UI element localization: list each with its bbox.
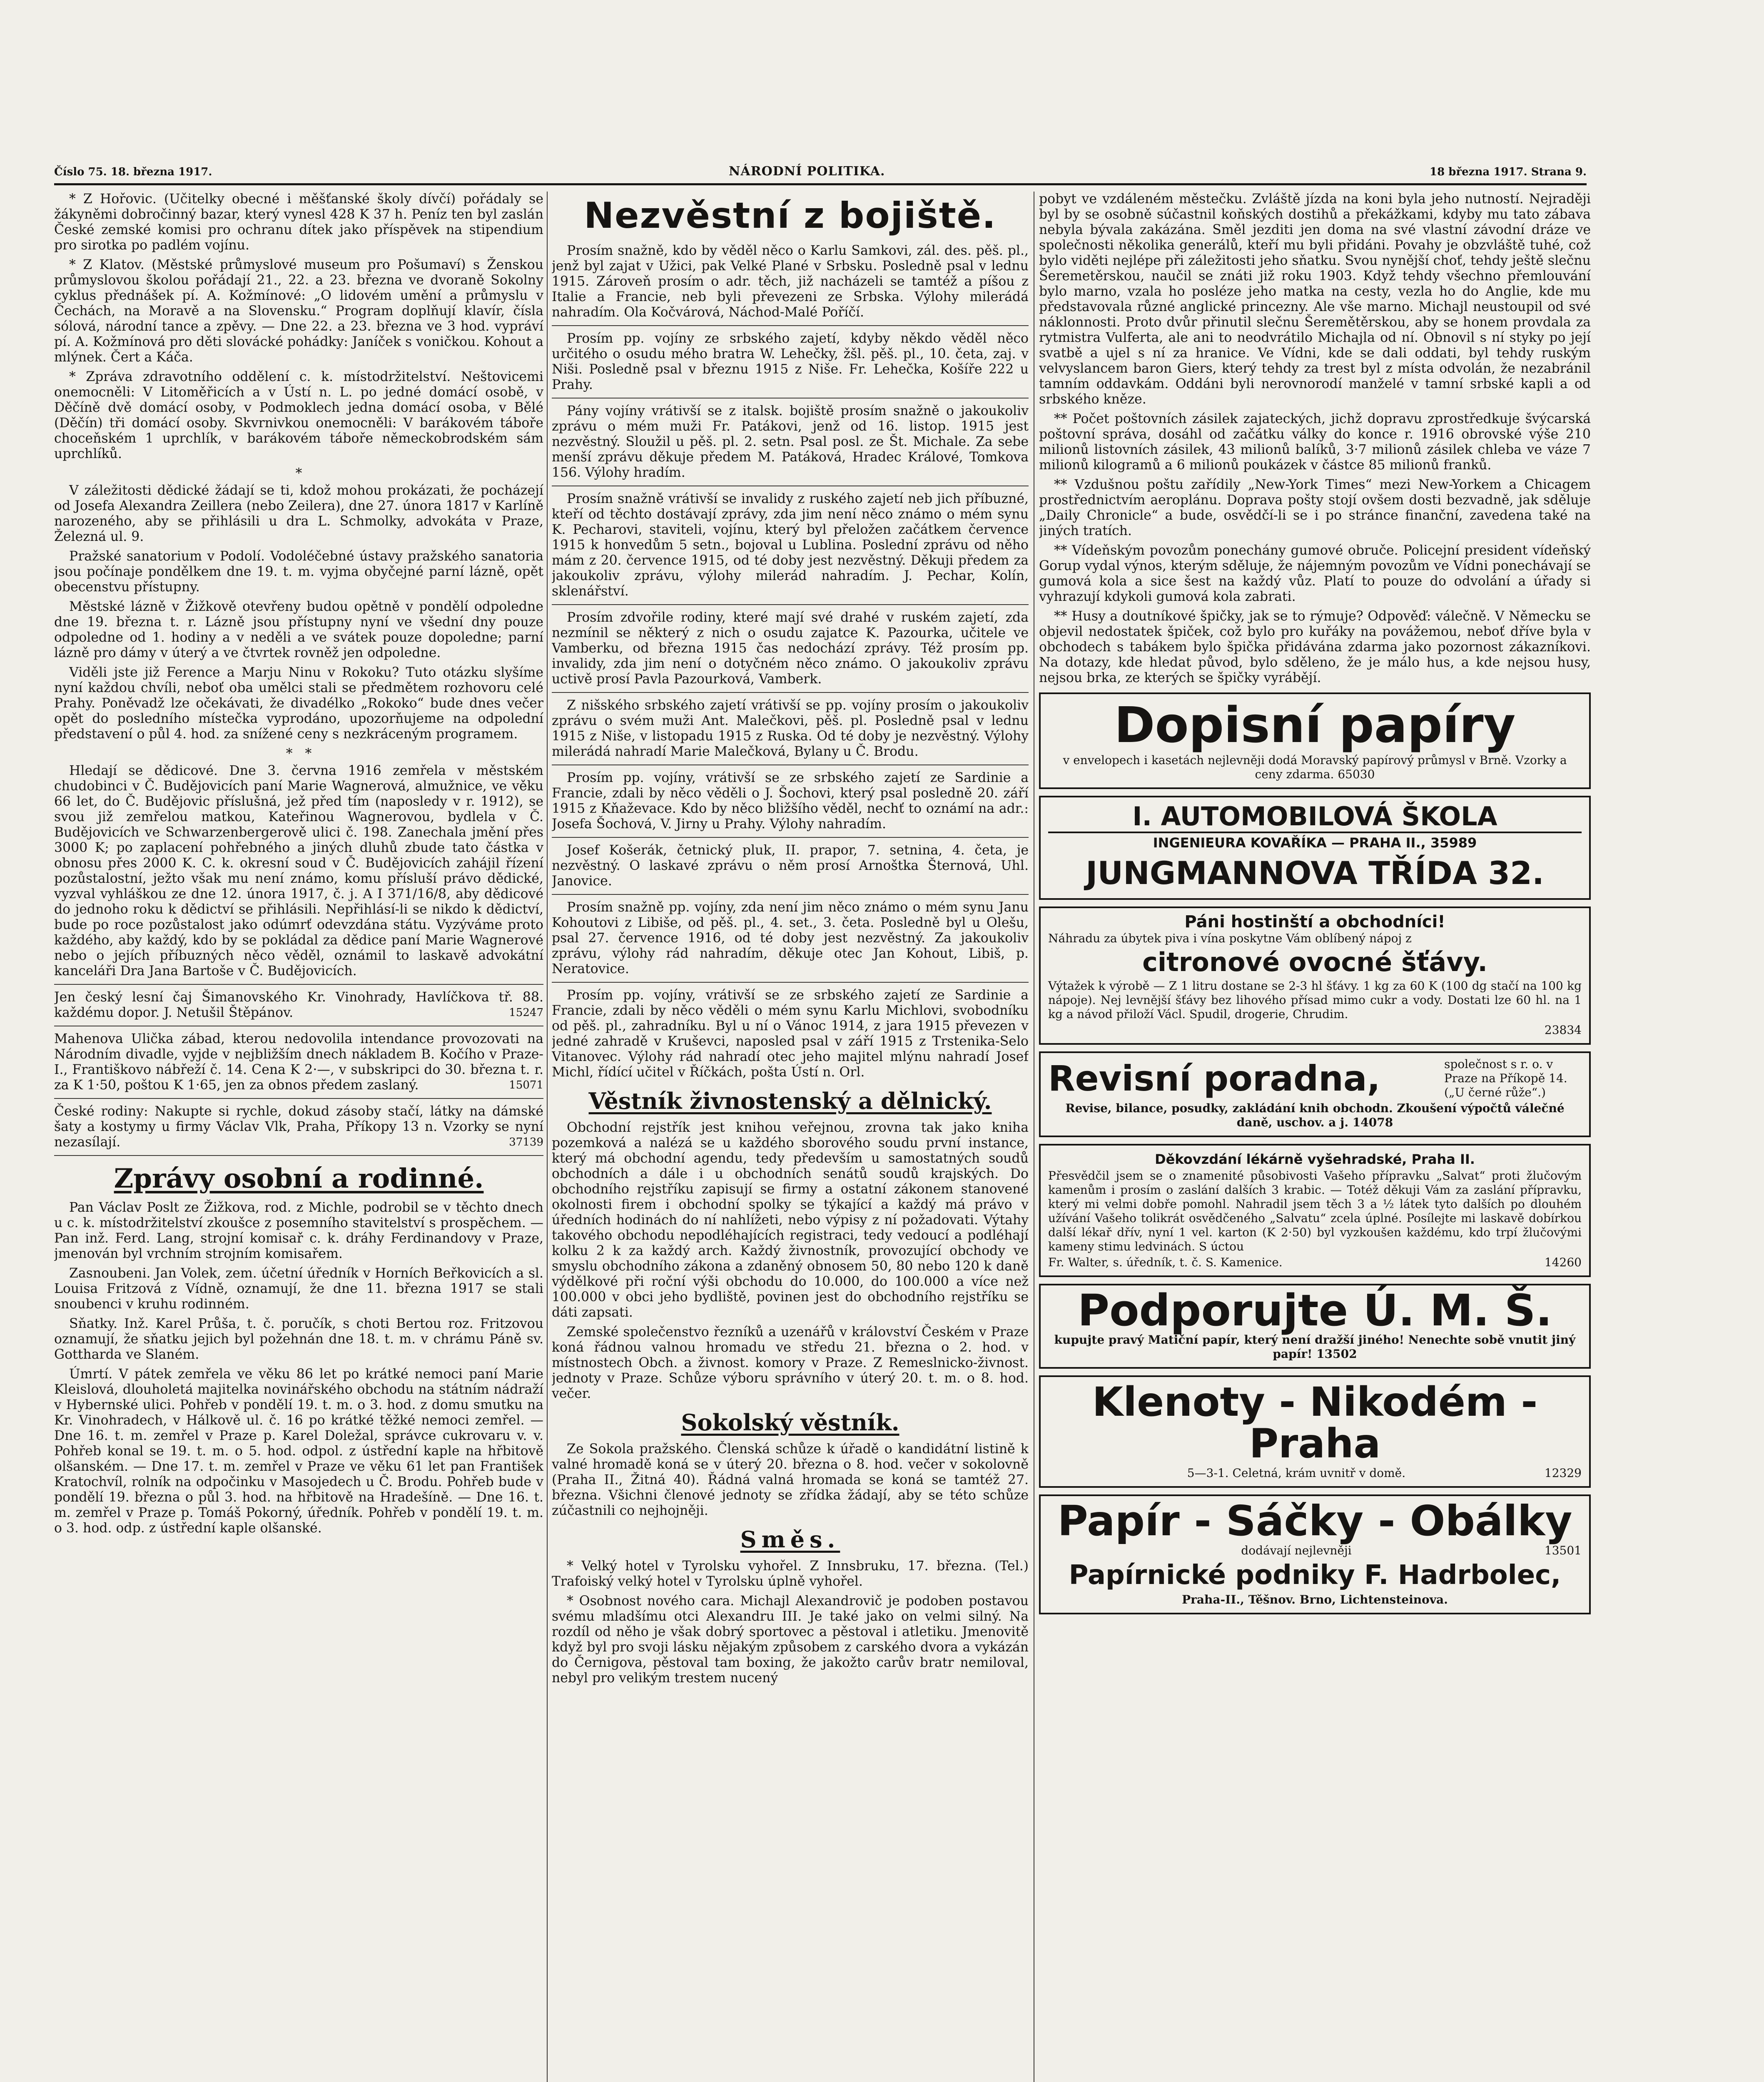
divider [552, 837, 1029, 838]
divider [552, 894, 1029, 895]
article-marriage: Sňatky. Inž. Karel Průša, t. č. poručík, s choti Bertou roz. Fritzovou oznamují, že sňatku jejich byl požehnán dne 18. t. m. v chrámu Páně sv. Gottharda ve Slaném. [54, 1316, 543, 1362]
ad-mahen-text: Mahenova Ulička zábad, kterou nedovolila intendance provozovati na Národním divadle, vyjde v nejbližším dnech nákladem B. Kočího v Praze-I., Františkovo nábřeží č. 14. Cena K 2·—, v subskripci do 30. března t. r. za K 1·50, poštou K 1·65, jen za obnos předem zaslaný. [54, 1031, 543, 1093]
article-rokoko: Viděli jste již Ference a Marju Ninu v Rokoku? Tuto otázku slyšíme nyní každou chvíli, neboť oba umělci stali se předmětem rozhovoru celé Prahy. Poněvadž lze očekávati, že divadélko „Rokoko“ bude dnes večer opět do posledního místečka vyprodáno, upozorňujeme na odpolední představení o půl 4. hod. za snížené ceny s nezkráceným programem. [54, 665, 543, 742]
section-heading-misc: Směs. [740, 1526, 840, 1553]
article-new-tsar: * Osobnost nového cara. Michajl Alexandrovič je podoben postavou svému mladšímu otci Alexandru III. Je také jako on velmi silný. Na rozdíl od něho je však dobrý sportovec a pěstoval i atletiku. Jmenovitě když byl pro svoji lásku nějakým způsobem z carského dvora a vykázán do Černigova, pěstoval tam boxing, že jakožto carův bratr nemiloval, nebyl pro velikým trestem nucený [552, 1594, 1029, 1686]
notice-patak: Pány vojíny vrátivší se z italsk. bojiště prosím snažně o jakoukoliv zprávu o mém muži Fr. Patákovi, jenž od 16. listop. 1915 jest nezvěstný. Sloužil u pěš. pl. 2. setn. Psal posl. ze Št. Michale. Za sebe menší zprávu děkuje předem M. Patáková, Hradec Králové, Tomkova 156. Výlohy hradím. [552, 403, 1029, 480]
ad-jewels-body: 5—3-1. Celetná, krám uvnitř v domě. [1187, 1466, 1406, 1480]
column-1 [54, 192, 543, 2082]
ad-jewels-number: 12329 [1544, 1466, 1582, 1480]
ad-pharmacy-head: Děkovzdání lékárně vyšehradské, Praha II. [1155, 1151, 1475, 1167]
article-sokol: Ze Sokola pražského. Členská schůze k úřadě o kandidátní listině k valné hromadě koná se v úterý 20. března o 8. hod. večer v sokolovně (Praha II., Žitná 40). Řádná valná hromada se koná se tamtéž 27. března. Všichni členové jednoty se zřídka žádají, aby se této schůze zúčastnili co nejhojněji. [552, 1442, 1029, 1518]
article-trade-register: Obchodní rejstřík jest knihou veřejnou, zrovna tak jako kniha pozemková a nalézá se u každého sborového soudu první instance, který má obchodní agendu, tedy především u samostatných soudů obchodních a dále i u obchodních senátů soudů krajských. Do obchodního rejstříku zapisují se firmy a ostatní zákonem stanovené okolnosti firem i obchodní spolky se týkající a každý má právo v úředních hodinách do ní nahlížeti, nebo výpisy z ní požadovati. Výtahy takového obchodu nepodléhajících registraci, tedy vedoucí a podléhají kolku 2 k za každý arch. Každý živnostník, provozující obchody ve smyslu obchodního zákona a zdaněný obnosem 50, 80 nebo 120 k daně výdělkové při roční výši obchodu do 10.000, do 100.000 a více než 100.000 v obci jeho bydliště, povinen jest do obchodního rejstříku se dáti zapsati. [552, 1120, 1029, 1320]
ad-driving-school [1039, 796, 1591, 900]
ad-matice-text [1048, 1333, 1582, 1361]
ad-matice-title: Podporujte Ú. M. Š. [1077, 1285, 1552, 1336]
ad-citrus-juice-title: citronové ovocné šťávy. [1142, 947, 1487, 977]
page-date: 18 března 1917. Strana 9. [1430, 166, 1587, 178]
article-engagement: Zasnoubeni. Jan Volek, zem. účetní úředník v Horních Beřkovicích a sl. Louisa Fritzová z Vídně, oznamují, že dne 11. března 1917 se stali snoubenci v kruhu rodinném. [54, 1266, 543, 1312]
section-heading-trade: Věstník živnostenský a dělnický. [588, 1088, 992, 1114]
article-health-report: * Zpráva zdravotního oddělení c. k. místodržitelství. Neštovicemi onemocněli: V Litoměřicích a v Ústí n. L. po jedné domácí osobě, v Děčíně dvě domácí osoby, v Podmoklech jedna domácí osoba, v Bělé (Děčín) tři domácí osoby. Skvrnivkou onemocněli: V barákovém táboře choceňském 1 uprchlík, v barákovém táboře německobrodském sám uprchlíků. [54, 369, 543, 461]
ad-czech-families-text: České rodiny: Nakupte si rychle, dokud zásoby stačí, látky na dámské šaty a kostymy u firmy Václav Vlk, Praha, Příkopy 13 n. Vzorky se nyní nezasílají. [54, 1104, 543, 1150]
ad-audit-office-title: Revisní poradna, [1048, 1058, 1380, 1099]
section-heading-missing: Nezvěstní z bojiště. [584, 195, 997, 237]
ad-czech-families-number: 37139 [509, 1136, 543, 1148]
ad-citrus-juice [1039, 907, 1591, 1045]
ad-driving-school-sub [1048, 835, 1582, 851]
ad-tea-number: 15247 [509, 1006, 543, 1019]
issue-number: Číslo 75. 18. března 1917. [54, 166, 212, 178]
section-heading-personal: Zprávy osobní a rodinné. [114, 1163, 484, 1194]
separator: * * [286, 746, 312, 761]
section-heading-sokol: Sokolský věstník. [681, 1409, 899, 1436]
column-3 [1039, 192, 1591, 2082]
notice-pazourek: Prosím zdvořile rodiny, které mají své drahé v ruském zajetí, zda nezmínil se některý z nich o osudu zajatce K. Pazourka, učitele ve Vamberku, od března 1915 čas nedochází zprávy. Též prosím pp. invalidy, zda jim není o dotyčném něco známo. O jakoukoliv zprávu uctivě prosí Pavla Pazourková, Vamberk. [552, 610, 1029, 687]
article-horovice: * Z Hořovic. (Učitelky obecné i měšťanské školy dívčí) pořádaly se žákyněmi dobročinný bazar, který vynesl 428 K 37 h. Peníz ten byl zaslán České zemské komisi pro ochranu dítek jako příspěvek na stipendium pro sirotka po padlém vojínu. [54, 192, 543, 253]
ad-jewels [1039, 1375, 1591, 1488]
ad-matice-number: 13502 [1316, 1347, 1357, 1361]
article-klatovy: * Z Klatov. (Městské průmyslové museum pro Pošumaví) s Ženskou průmyslovou školou pořádají 21., 22. a 23. března ve dvoraně Sokolny cyklus přednášek pí. A. Kožmínové: „O lidovém umění a průmyslu v Čechách, na Moravě a na Slovensku.“ Program doplňují klavír, čísla sólová, národní tance a zpěvy. — Dne 22. a 23. března ve 3 hod. vypráví pí. A. Kožmínová pro děti slovácké pohádky: Janíček s voničkou. Kohout a mlýnek. Čert a Káča. [54, 257, 543, 365]
divider [552, 325, 1029, 326]
ad-pharmacy [1039, 1144, 1591, 1277]
ad-mahen [54, 1031, 543, 1093]
ad-citrus-juice-head: Páni hostinští a obchodníci! [1184, 912, 1445, 931]
notice-koserak: Josef Košerák, četnický pluk, II. prapor, 7. setnina, 4. četa, je nezvěstný. O laskavé zprávu o něm prosí Arnoštka Šternová, Uhl. Janovice. [552, 843, 1029, 889]
ad-driving-school-address: JUNGMANNOVA TŘÍDA 32. [1086, 854, 1544, 892]
ad-paper-goods-title: Papír - Sáčky - Obálky [1057, 1497, 1572, 1545]
notice-lehecka: Prosím pp. vojíny ze srbského zajetí, kdyby někdo věděl něco určitého o osudu mého bratra W. Lehečky, žšl. pěš. pl., 10. četa, zaj. v Niši. Posledně psal v březnu 1915 z Niše. Fr. Lehečka, Košíře 222 u Prahy. [552, 331, 1029, 392]
ad-driving-school-owner: INGENIEURA KOVAŘÍKA — PRAHA II., [1153, 835, 1426, 851]
divider [54, 1098, 543, 1099]
column-2 [552, 192, 1029, 2082]
ad-audit-office [1039, 1051, 1591, 1137]
notice-soch: Prosím pp. vojíny, vrátivší se ze srbského zajetí ze Sardinie a Francie, zdali by něco věděli o J. Šochovi, který psal posledně 20. září 1915 z Kňaževace. Kdo by něco bližšího věděl, nechť to oznámí na adr.: Josefa Šochová, V. Jirny u Prahy. Výlohy nahradím. [552, 770, 1029, 832]
divider [552, 604, 1029, 605]
ad-citrus-juice-text: Výtažek k výrobě — Z 1 litru dostane se 2-3 hl šťávy. 1 kg za 60 K (100 dg stačí na 100 kg nápoje). Nej levnější šťávy bez lihového přísad mimo cukr a vody. Dostati lze 60 hl. na 1 kg a návod přiloží Václ. Spudil, drogerie, Chrudim. [1048, 979, 1582, 1021]
separator: * [295, 466, 302, 481]
ad-mahen-number: 15071 [509, 1079, 543, 1091]
notice-kohout: Prosím snažně pp. vojíny, zda není jim něco známo o mém synu Janu Kohoutovi z Libiše, od pěš. pl., 4. set., 3. četa. Posledně byl u Olešu, psal 27. července 1916, od té doby jest nezvěstný. Za jakoukoliv zprávu, výlohy rád nahradím, děkuje otec Jan Kohout, Libiš, p. Neratovice. [552, 900, 1029, 976]
ad-paper-goods-body: dodávají nejlevněji [1241, 1544, 1352, 1557]
article-geese: ** Husy a doutníkové špičky, jak se to rýmuje? Odpověď: válečně. V Německu se objevil nedostatek špiček, což bylo pro kuřáky na povážemou, neboť dříve byla v obchodech s tabákem bylo špička přidávána zdarma jako pozornost zákazníkovi. Na dotazy, kde hledat původ, bylo sděleno, že je málo hus, a kde nejsou husy, nejsou brka, ze kterých se špičky vyrábějí. [1039, 609, 1591, 685]
article-baths: Městské lázně v Žižkově otevřeny budou opětně v pondělí odpoledne dne 19. března t. r. Lázně jsou přístupny nyní ve všední dny pouze odpoledne od 1. hodiny a v neděli a ve svátek pouze dopoledne; parní lázně pro dámy v úterý a ve čtvrtek rovněž jen odpoledne. [54, 599, 543, 660]
article-postal: ** Počet poštovních zásilek zajateckých, jichž dopravu zprostředkuje švýcarská poštovní správa, dosáhl od začátku války do konce r. 1916 obrovské výše 210 milionů listovních zásilek, 43 milionů balíků, 3·7 milionů zásilek chleba ve váze 7 milionů kilogramů a 6 milionů poukázek v částce 85 milionů franků. [1039, 411, 1591, 473]
ad-audit-office-text: Revise, bilance, posudky, zakládání knih obchodn. Zkoušení výpočtů válečné daně, uschov. a j. 14078 [1065, 1101, 1565, 1129]
ad-letter-paper-title: Dopisní papíry [1114, 696, 1516, 754]
article-hotel-fire: * Velký hotel v Tyrolsku vyhořel. Z Innsbruku, 17. března. (Tel.) Trafoiský velký hotel v Tyrolsku úplně vyhořel. [552, 1559, 1029, 1589]
article-poslt: Pan Václav Poslt ze Žižkova, rod. z Michle, podrobil se v těchto dnech u c. k. místodržitelství zkoušce z posemního stavitelství s prospěchem. — Pan inž. Ferd. Lang, strojní komisař c. k. dráhy Ferdinandovy v Praze, jmenován byl vrchním strojním komisařem. [54, 1200, 543, 1261]
ad-paper-goods-address: Praha-II., Těšnov. Brno, Lichtensteinova. [1182, 1593, 1448, 1606]
ad-letter-paper-text [1048, 753, 1582, 782]
column-rule [547, 192, 548, 2082]
ad-paper-goods-company: Papírnické podniky F. Hadrbolec, [1069, 1560, 1561, 1591]
article-airmail: ** Vzdušnou poštu zařídily „New-York Times“ mezi New-Yorkem a Chicagem prostřednictvím aeroplánu. Doprava pošty stojí ovšem dosti bezvadně, jak sděluje „Daily Chronicle“ a bude, osvědčí-li se i po stránce finanční, zavedena také na jiných tratích. [1039, 477, 1591, 538]
ad-citrus-juice-intro: Náhradu za úbytek piva i vína poskytne Vám oblíbený nápoj z [1048, 931, 1412, 945]
notice-michl: Prosím pp. vojíny, vrátivší se ze srbského zajetí ze Sardinie a Francie, zdali by něco věděli o mém synu Karlu Michlovi, svobodníku od pěš. pl., zahradníku. Byl u ní o Vánoc 1914, z jara 1915 převezen v jedné zahradě v Kruševci, naposled psal v září 1915 z Trstenika-Selo Vitanovec. Výlohy rád nahradí otec jeho majitel mlýnu nahradí Josef Michl, řídící učitel v Říčkách, pošta Ústí n. Orl. [552, 988, 1029, 1080]
ad-tea [54, 990, 543, 1021]
notice-pechar: Prosím snažně vrátivší se invalidy z ruského zajetí neb jich příbuzné, kteří od těchto dostávají zprávy, zda jim není něco známo o mém synu K. Pecharovi, staviteli, vojínu, který byl přeložen začátkem července 1915 k honvedům 5 setn., bojoval u Lublina. Poslední zprávu od něho mám z 20. července 1915, od té doby jest nezvěstný. Děkuji předem za jakoukoliv zprávu, výlohy milerád nahradím. J. Pechar, Kolín, sklenářství. [552, 491, 1029, 599]
ad-driving-school-number: 35989 [1430, 835, 1477, 851]
article-deaths: Úmrtí. V pátek zemřela ve věku 86 let po krátké nemoci paní Marie Kleislová, dlouholetá majitelka novinářského obchodu na státním nádraží v Hybernské ulici. Pohřeb v pondělí 19. t. m. o 3. hod. z domu smutku na Kr. Vinohradech, v Hálkově ul. č. 16 po krátké těžké nemoci zemřel. — Dne 16. t. m. zemřel v Praze p. Karel Doležal, správce cukrovaru v. v. Pohřeb konal se 19. t. m. o 5. hod. odpol. z ústřední kaple na hřbitově olšanském. — Dne 17. t. m. zemřel v Praze ve věku 61 let pan František Kratochvíl, rolník na odpočinku v Masojedech u Č. Brodu. Pohřeb bude v pondělí 19. března o půl 3. hod. na hřbitově na Hradešíně. — Dne 16. t. m. zemřel v Praze p. Tomáš Pokorný, úředník. Pohřeb v pondělí 19. t. m. o 3. hod. odp. z ústřední kaple olšanské. [54, 1367, 543, 1536]
divider [54, 984, 543, 985]
ad-paper-goods-text [1048, 1544, 1582, 1558]
ad-letter-paper-number: 65030 [1338, 767, 1375, 781]
ad-pharmacy-sign: Fr. Walter, s. úředník, t. č. S. Kamenice. [1048, 1255, 1283, 1269]
ad-jewels-text [1048, 1466, 1582, 1480]
ad-tea-text: Jen český lesní čaj Šimanovského Kr. Vinohrady, Havlíčkova tř. 88. každému dopor. J. Netušil Štěpánov. [54, 990, 543, 1020]
ad-pharmacy-text: Přesvědčil jsem se o znamenité působivosti Vašeho přípravku „Salvat“ proti žlučovým kamenům i prosím o zaslání dalších 3 krabic. — Totéž děkuji Vám za zaslání přípravku, který mi velmi dobře pomohl. Nahradil jsem těch 3 a ½ látek tyto dalších po dlouhém užívání Vašeho tolikrát osvědčeného „Salvatu“ zcela úplné. Posílejte mi laskavě dobírkou další lékař dřív, nyní 1 vel. karton (K 2·50) byl vyzkoušen každému, kdo trpí žlučovými kameny stimu ledvinách. S úctou [1048, 1169, 1582, 1253]
article-heirs: Hledají se dědicové. Dne 3. června 1916 zemřela v městském chudobinci v Č. Budějovicích paní Marie Wagnerová, almužnice, ve věku 66 let, do Č. Budějovic příslušná, jež před tím (naposledy v r. 1912), se svou již zemřelou matkou, Kateřinou Wagnerovou, bydlela v Č. Budějovicích ve Schwarzenbergerově ulici č. 198. Zanechala jmění přes 3000 K; po zaplacení pohřebného a jiných dluhů zbude tato částka v obnosu přes 2000 K. C. k. okresní soud v Č. Budějovicích zahájil řízení pozůstalostní, ježto však mu není známo, komu přísluší právo dědické, vyzval vyhláškou ze dne 12. února 1917, č. j. A I 371/16/8, aby dědicové do jednoho roku k dědictví se přihlásili. Nepřihlásí-li se nikdo k dědictví, bude po roce pozůstalost jako odúmrť odevzdána státu. Vyzýváme proto každého, aby každý, kdo by se pokládal za dědice paní Marie Wagnerové nebo o jejích příbuzných něco věděl, oznámil to laskavě advokátní kanceláři Dra Jana Bartoše v Č. Budějovicích. [54, 763, 543, 979]
divider [552, 982, 1029, 983]
ad-citrus-juice-number: 23834 [1544, 1023, 1582, 1037]
ad-letter-paper-body: v envelopech i kasetách nejlevněji dodá Moravský papírový průmysl v Brně. Vzorky a ceny zdarma. [1063, 753, 1567, 781]
ad-letter-paper [1039, 692, 1591, 789]
ad-paper-goods [1039, 1494, 1591, 1614]
article-sanatorium: Pražské sanatorium v Podolí. Vodoléčebné ústavy pražského sanatoria jsou počínaje pondělkem dne 19. t. m. vyjma obyčejné parní lázně, opět obecenstvu přístupny. [54, 549, 543, 595]
article-vienna-carriages: ** Vídeňským povozům ponechány gumové obruče. Policejní president vídeňský Gorup vydal výnos, kterým sděluje, že nájemným povozům ve Vídni ponechávají se gumová kola a sice šest na každý vůz. Platí to pouze do odvolání a úřady si vyhrazují kdykoli gumová kola zabrati. [1039, 543, 1591, 604]
divider [552, 692, 1029, 693]
ad-paper-goods-number: 13501 [1544, 1544, 1582, 1557]
divider [54, 1155, 543, 1156]
notice-samek: Prosím snažně, kdo by věděl něco o Karlu Samkovi, zál. des. pěš. pl., jenž byl zajat v Užici, pak Velké Plané v Srbsku. Posledně psal v lednu 1915. Zároveň prosím o adr. těch, již nacházeli se tamtéž a píšou z Italie a Francie, neb byli převezeni ze Srbska. Výlohy milerádá nahradím. Ola Kočvárová, Náchod-Malé Poříčí. [552, 243, 1029, 320]
ad-pharmacy-signature [1048, 1255, 1582, 1270]
ad-jewels-title: Klenoty - Nikodém - Praha [1092, 1379, 1538, 1467]
page-header [54, 162, 1587, 185]
ad-driving-school-title: I. AUTOMOBILOVÁ ŠKOLA [1048, 802, 1582, 833]
article-butchers: Zemské společenstvo řezníků a uzenářů v království Českém v Praze koná řádnou valnou hromadu ve středu 21. března o 2. hod. v místnostech Obch. a živnost. komory v Praze. Z Remeslnicko-živnost. jednoty v Praze. Schůze výboru správního v úterý 20. t. m. o 8. hod. večer. [552, 1325, 1029, 1401]
article-tsar-continued: pobyt ve vzdáleném městečku. Zvláště jízda na koni byla jeho nutností. Nejraději byl by se osobně súčastnil koňských dostihů a překážkami, kdyby mu tato zábava nebyla bývala zakázána. Směl jezditi jen doma na své vlastní závodní dráze ve společnosti několika generálů, kteří mu byli přidáni. Povahy je obzvláště tuhé, což bylo viděti nejlépe při záležitosti jeho sňatku. Svou nynější choť, tehdy ještě slečnu Šeremetěrskou, naučil se znáti již roku 1903. Když tehdy všechno přemlouvání bylo marno, vzala ho posléze jeho matka na cesty, vezla ho do Anglie, kde mu představovala různé anglické princezny. Ale vše marno. Michajl neustoupil od své náklonnosti. Proto dvůr přinutil slečnu Šeremětěrskou, aby se honem provdala za rytmistra Vulferta, ale ani to neodvrátilo Michajla od ní. Obnovil s ní styky po její svatbě a ujel s ní za hranice. Ve Vídni, kde se dali oddati, byl tehdy ruským velvyslancem baron Giers, který tehdy za trest byl z místa odvolán, že nezabránil tamním oddavkám. Oddáni byli nerovnorodí manželé v tamní srbské kapli a od srbského kněze. [1039, 192, 1591, 407]
ad-czech-families [54, 1104, 543, 1150]
notice-malecek: Z nišského srbského zajetí vrátivší se pp. vojíny prosím o jakoukoliv zprávu o svém muži Ant. Malečkovi, pěš. pl. Posledně psal v lednu 1915 z Niše, v listopadu 1915 z Ruska. Od té doby je nezvěstný. Výlohy milerádá nahradí Marie Malečková, Bylany u Č. Brodu. [552, 698, 1029, 759]
newspaper-title: NÁRODNÍ POLITIKA. [729, 164, 885, 179]
ad-matice-body: kupujte pravý Matiční papír, který není dražší jiného! Nenechte sobě vnutit jiný papír! [1054, 1333, 1576, 1361]
ad-pharmacy-number: 14260 [1544, 1255, 1582, 1269]
ad-matice [1039, 1284, 1591, 1369]
article-inheritance: V záležitosti dědické žádají se ti, kdož mohou prokázati, že pocházejí od Josefa Alexandra Zeillera (nebo Zeilera), dne 27. února 1817 v Karlíně narozeného, aby se přihlásili u dra L. Schmolky, advokáta v Praze, Železná ul. 9. [54, 483, 543, 544]
ad-audit-office-address: společnost s r. o. v Praze na Příkopě 14. („U černé růže“.) [1444, 1057, 1567, 1099]
